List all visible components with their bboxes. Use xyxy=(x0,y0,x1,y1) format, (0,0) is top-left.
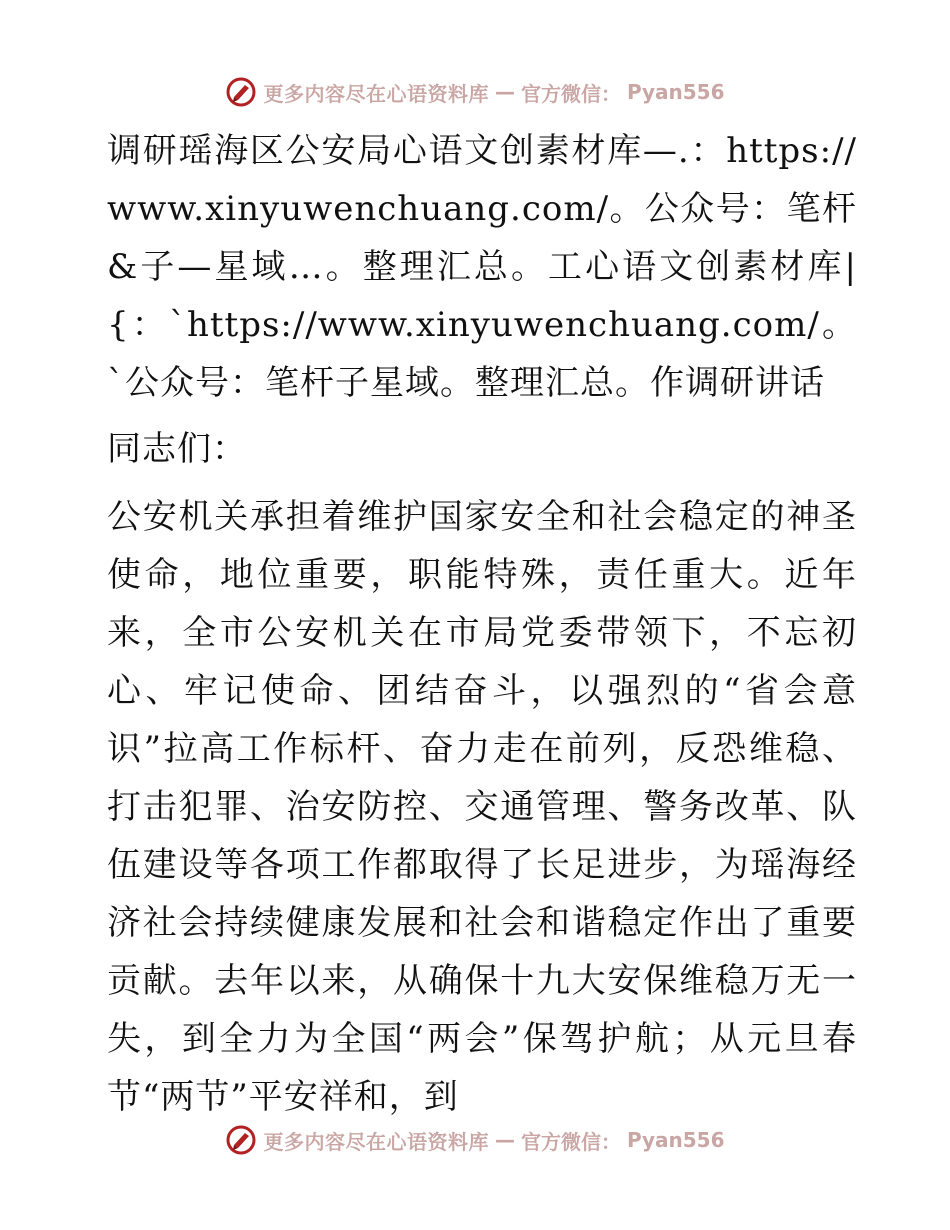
banner-promo-text: 更多内容尽在心语资料库 xyxy=(263,81,489,106)
brand-logo-icon xyxy=(225,76,257,108)
document-body-paragraph: 公安机关承担着维护国家安全和社会稳定的神圣使命，地位重要，职能特殊，责任重大。近年来，全市公安机关在市局党委带领下，不忘初心、牢记使命、团结奋斗，以强烈的“省会意识”拉高工作标杆、奋力走在前列，反恐维稳、打击犯罪、治安防控、交通管理、警务改革、队伍建设等各项工作都取得了长足进步，为瑶海经济社会持续健康发展和社会和谐稳定作出了重要贡献。去年以来，从确保十九大安保维稳万无一失，到全力为全国“两会”保驾护航；从元旦春节“两节”平安祥和，到 xyxy=(107,497,857,1117)
banner-promo-text: 更多内容尽在心语资料库 xyxy=(263,1129,489,1154)
banner-wechat-id: Pyan556 xyxy=(626,1128,725,1152)
banner-wechat-label: 官方微信： xyxy=(520,81,621,106)
document-title-paragraph: 调研瑶海区公安局心语文创素材库—.：https://www.xinyuwenchuang.com/。公众号：笔杆&子—星域…。整理汇总。工心语文创素材库|{：`https://www.xinyuwenchuang.com/。`公众号：笔杆子星域。整理汇总。作调研讲话 xyxy=(107,131,857,403)
document-body xyxy=(97,122,857,1126)
brand-logo-icon xyxy=(225,1124,257,1156)
banner-wechat-id: Pyan556 xyxy=(626,80,725,104)
banner-separator: — xyxy=(494,1128,515,1152)
footer-watermark-banner xyxy=(0,1120,950,1160)
header-watermark-banner xyxy=(0,72,950,112)
banner-wechat-label: 官方微信： xyxy=(520,1129,621,1154)
document-salutation: 同志们： xyxy=(107,429,247,469)
banner-separator: — xyxy=(494,80,515,104)
